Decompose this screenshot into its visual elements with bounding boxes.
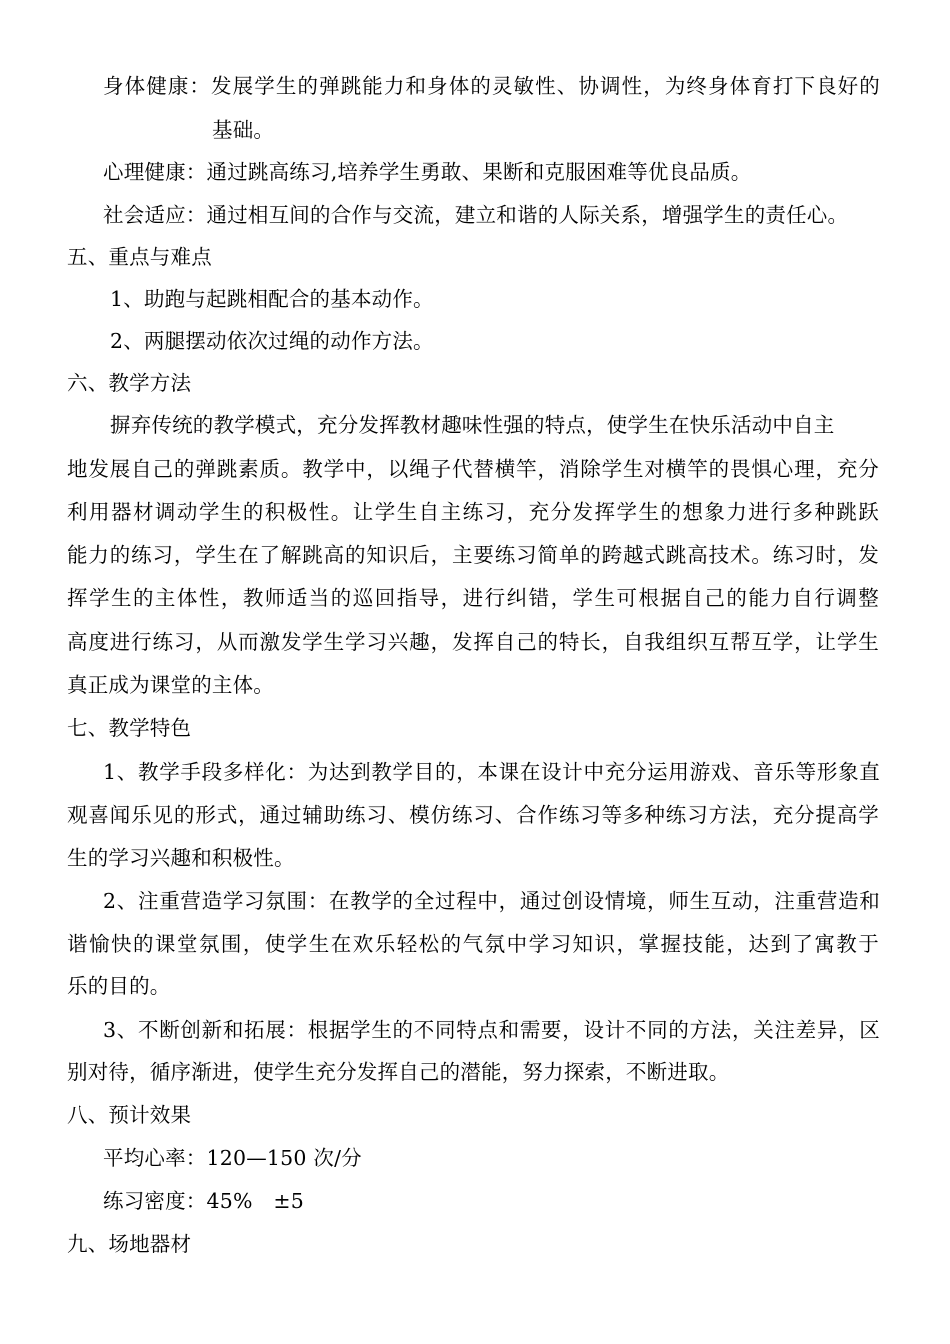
section7-item1-line3: 生的学习兴趣和积极性。 [67, 846, 295, 870]
section7-item1-line2: 观喜闻乐见的形式，通过辅助练习、模仿练习、合作练习等多种练习方法，充分提高学 [67, 803, 879, 827]
heart-rate: 平均心率：120—150 次/分 [103, 1146, 362, 1170]
goal-physical-line1: 身体健康：发展学生的弹跳能力和身体的灵敏性、协调性，为终身体育打下良好的 [103, 74, 880, 98]
goal-mental: 心理健康：通过跳高练习,培养学生勇敢、果断和克服困难等优良品质。 [103, 160, 752, 184]
section7-item1-line1: 1、教学手段多样化：为达到教学目的，本课在设计中充分运用游戏、音乐等形象直 [103, 760, 880, 784]
section6-line-5: 挥学生的主体性，教师适当的巡回指导，进行纠错，学生可根据自己的能力自行调整 [67, 586, 879, 610]
section7-item3-line2: 别对待，循序渐进，使学生充分发挥自己的潜能，努力探索，不断进取。 [67, 1060, 730, 1084]
section7-item3-line1: 3、不断创新和拓展：根据学生的不同特点和需要，设计不同的方法，关注差异，区 [103, 1018, 880, 1042]
goal-social: 社会适应：通过相互间的合作与交流，建立和谐的人际关系，增强学生的责任心。 [103, 203, 849, 227]
section7-item2-line2: 谐愉快的课堂氛围，使学生在欢乐轻松的气氛中学习知识，掌握技能，达到了寓教于 [67, 932, 879, 956]
section5-heading: 五、重点与难点 [67, 245, 212, 269]
section7-item2-line1: 2、注重营造学习氛围：在教学的全过程中，通过创设情境，师生互动，注重营造和 [103, 889, 880, 913]
section8-heading: 八、预计效果 [67, 1103, 192, 1127]
section6-line-2: 地发展自己的弹跳素质。教学中，以绳子代替横竿，消除学生对横竿的畏惧心理，充分 [67, 457, 879, 481]
section5-item-1: 1、助跑与起跳相配合的基本动作。 [110, 287, 434, 311]
section7-heading: 七、教学特色 [67, 716, 192, 740]
section6-line-4: 能力的练习，学生在了解跳高的知识后，主要练习简单的跨越式跳高技术。练习时，发 [67, 543, 879, 567]
section6-line-7: 真正成为课堂的主体。 [67, 673, 274, 697]
practice-density: 练习密度：45% ±5 [103, 1189, 304, 1213]
section5-item-2: 2、两腿摆动依次过绳的动作方法。 [110, 329, 434, 353]
section6-line-6: 高度进行练习，从而激发学生学习兴趣，发挥自己的特长，自我组织互帮互学，让学生 [67, 630, 879, 654]
goal-physical-line2: 基础。 [212, 118, 275, 142]
section7-item2-line3: 乐的目的。 [67, 974, 171, 998]
section9-heading: 九、场地器材 [67, 1232, 192, 1256]
section6-line-1: 摒弃传统的教学模式，充分发挥教材趣味性强的特点，使学生在快乐活动中自主 [110, 413, 835, 437]
section6-heading: 六、教学方法 [67, 371, 192, 395]
section6-line-3: 利用器材调动学生的积极性。让学生自主练习，充分发挥学生的想象力进行多种跳跃 [67, 500, 879, 524]
